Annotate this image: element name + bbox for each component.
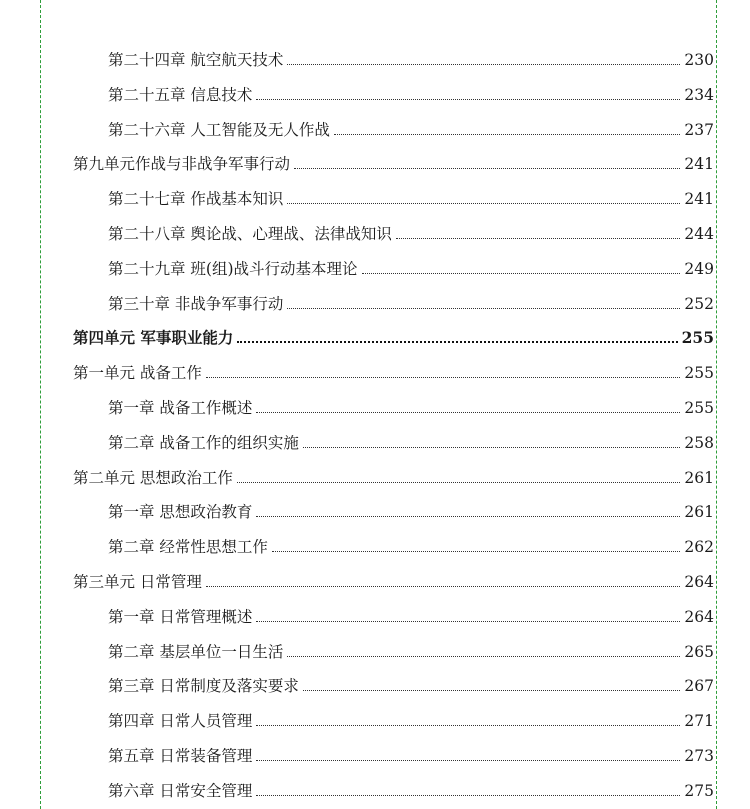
toc-entry [108,255,714,279]
toc-entry-page-number: 267 [684,677,714,695]
dot-leader [206,586,680,587]
toc-entry-page-number: 241 [684,155,714,173]
dot-leader [256,725,680,726]
dot-leader [362,273,681,274]
toc-entry-title: 第二章 战备工作的组织实施 [108,434,299,452]
toc-entry [108,742,714,766]
dot-leader [287,308,680,309]
toc-entry-page-number: 264 [684,608,714,626]
dot-leader [272,551,680,552]
toc-entry-page-number: 264 [684,573,714,591]
toc-entry-page-number: 255 [684,399,714,417]
toc-entry-page-number: 230 [684,51,714,69]
toc-entry [108,707,714,731]
toc-entry [73,359,714,383]
dot-leader [256,795,680,796]
toc-entry [108,220,714,244]
toc-entry-title: 第一单元 战备工作 [73,364,202,382]
dot-leader [287,64,680,65]
dot-leader [256,412,680,413]
toc-entry-title: 第三单元 日常管理 [73,573,202,591]
dot-leader [303,447,680,448]
toc-entry-title: 第二十七章 作战基本知识 [108,190,284,208]
toc-entry-page-number: 249 [684,260,714,278]
toc-entry-page-number: 258 [684,434,714,452]
toc-entry-title: 第四单元 军事职业能力 [73,328,234,347]
dot-leader [396,238,680,239]
toc-entry-title: 第一章 日常管理概述 [108,608,253,626]
toc-entry-page-number: 265 [684,643,714,661]
toc-entry-title: 第二十九章 班(组)战斗行动基本理论 [108,260,358,278]
toc-entry-page-number: 261 [684,503,714,521]
dot-leader [206,377,680,378]
toc-entry-page-number: 241 [684,190,714,208]
dot-leader [287,203,680,204]
toc-entry-title: 第二单元 思想政治工作 [73,469,233,487]
toc-entry-page-number: 244 [684,225,714,243]
toc-entry-page-number: 252 [684,295,714,313]
dot-leader [256,760,680,761]
dot-leader [237,482,680,483]
toc-entry [108,46,714,70]
toc-entry [108,777,714,801]
toc-entry-page-number: 234 [684,86,714,104]
dot-leader [303,690,680,691]
toc-entry-title: 第九单元作战与非战争军事行动 [73,155,291,173]
toc-entry [108,290,714,314]
dot-leader [334,134,680,135]
toc-entry-title: 第二十五章 信息技术 [108,86,253,104]
toc-entry-title: 第二十八章 舆论战、心理战、法律战知识 [108,225,392,243]
toc-entry-page-number: 275 [684,782,714,800]
document-page [40,0,717,809]
toc-entry-page-number: 262 [684,538,714,556]
toc-entry-title: 第二十六章 人工智能及无人作战 [108,121,330,139]
dot-leader [256,621,680,622]
toc-entry [108,533,714,557]
toc-entry-title: 第一章 战备工作概述 [108,399,253,417]
toc-entry-page-number: 271 [684,712,714,730]
toc-entry-title: 第二章 经常性思想工作 [108,538,268,556]
dot-leader [237,341,677,343]
toc-entry [108,498,714,522]
toc-entry [108,638,714,662]
toc-entry [108,185,714,209]
toc-entry [108,429,714,453]
toc-entry-page-number: 237 [684,121,714,139]
toc-entry [108,81,714,105]
dot-leader [294,168,680,169]
toc-entry [108,394,714,418]
toc-entry [108,116,714,140]
toc-entry-title: 第一章 思想政治教育 [108,503,253,521]
toc-entry-page-number: 261 [684,469,714,487]
toc-entry-title: 第三章 日常制度及落实要求 [108,677,299,695]
toc-entry-title: 第六章 日常安全管理 [108,782,253,800]
toc-entry-page-number: 255 [684,364,714,382]
toc-entry [108,672,714,696]
toc-entry [73,324,714,348]
toc-entry-title: 第二十四章 航空航天技术 [108,51,284,69]
toc-entry [73,464,714,488]
dot-leader [256,99,680,100]
toc-entry [108,603,714,627]
toc-entry-title: 第五章 日常装备管理 [108,747,253,765]
toc-entry [73,150,714,174]
toc-entry [73,568,714,592]
toc-entry-page-number: 273 [684,747,714,765]
dot-leader [256,516,680,517]
toc-entry-page-number: 255 [681,328,714,347]
toc-entry-title: 第四章 日常人员管理 [108,712,253,730]
dot-leader [287,656,680,657]
toc-entry-title: 第二章 基层单位一日生活 [108,643,284,661]
toc-entry-title: 第三十章 非战争军事行动 [108,295,284,313]
